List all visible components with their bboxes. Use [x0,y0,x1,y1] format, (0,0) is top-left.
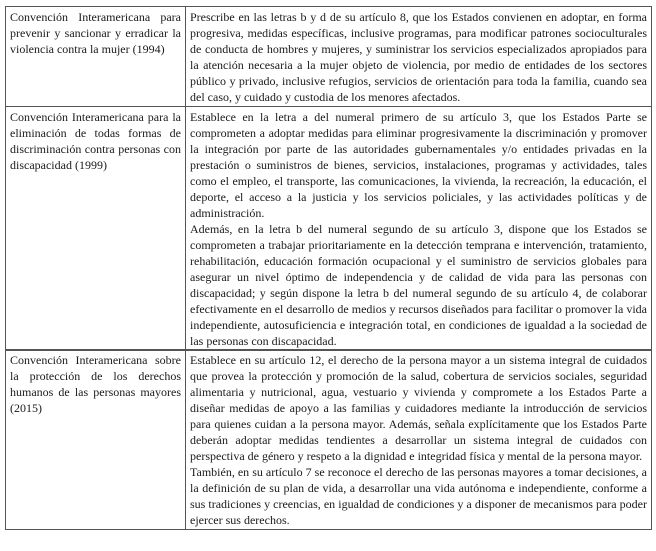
convention-name: Convención Interamericana sobre la protección de los derechos humanos de las personas mayores (2015) [10,353,181,415]
conventions-table [5,6,652,351]
convention-description-cell [186,350,652,530]
convention-name: Convención Interamericana para la eliminación de todas formas de discriminación contra personas con discapacidad (1999) [10,110,181,172]
convention-name-cell [6,350,186,530]
convention-description: También, en su artículo 7 se reconoce el derecho de las personas mayores a tomar decisiones, a la definición de su plan de vida, a desarrollar una vida autónoma e independiente, conforme a sus tradiciones y creencias, en igualdad de condiciones y a disponer de mecanismos para poder ejercer sus derechos. [190,465,647,527]
convention-name-cell [6,107,186,351]
convention-name-cell [6,7,186,107]
convention-description-cell [186,107,652,351]
table-row [6,107,652,351]
conventions-table-continued [5,349,652,530]
convention-description: Prescribe en las letras b y d de su artículo 8, que los Estados convienen en adoptar, en forma progresiva, medidas específicas, inclusive programas, para modificar patrones socioculturales de conducta de hombres y mujeres, y suministrar los servicios especializados apropiados para la atención necesaria a la mujer objeto de violencia, por medio de entidades de los sectores público y privado, inclusive refugios, servicios de orientación para toda la familia, cuando sea del caso, y cuidado y custodia de los menores afectados. [190,10,647,104]
convention-description: Establece en la letra a del numeral primero de su artículo 3, que los Estados Parte se comprometen a adoptar medidas para eliminar progresivamente la discriminación y promover la integración por parte de las autoridades gubernamentales y/o entidades privadas en la prestación o suministros de bienes, servicios, instalaciones, programas y actividades, tales como el empleo, el transporte, las comunicaciones, la vivienda, la recreación, la educación, el deporte, el acceso a la justicia y los servicios policiales, y las actividades políticas y de administración. [190,110,647,220]
convention-description: Además, en la letra b del numeral segundo de su artículo 3, dispone que los Estados se comprometen a trabajar prioritariamente en la detección temprana e intervención, tratamiento, rehabilitación, educación formación ocupacional y el suministro de servicios globales para asegurar un nivel óptimo de independencia y de calidad de vida para las personas con discapacidad; y según dispone la letra b del numeral segundo de su artículo 4, de colaborar efectivamente en el desarrollo de medios y recursos diseñados para facilitar o promover la vida independiente, autosuficiencia e integración total, en condiciones de igualdad a la sociedad de las personas con discapacidad. [190,222,647,348]
table-row [6,7,652,107]
convention-description: Establece en su artículo 12, el derecho de la persona mayor a un sistema integral de cuidados que provea la protección y promoción de la salud, cobertura de servicios sociales, seguridad alimentaria y nutricional, agua, vestuario y vivienda y compromete a los Estados Parte a diseñar medidas de apoyo a las familias y cuidadores mediante la introducción de servicios para quienes cuidan a la persona mayor. Además, señala explícitamente que los Estados Parte deberán adoptar medidas tendientes a desarrollar un sistema integral de cuidados con perspectiva de género y respeto a la dignidad e integridad física y mental de la persona mayor. [190,353,647,463]
convention-description-cell [186,7,652,107]
convention-name: Convención Interamericana para prevenir y sancionar y erradicar la violencia contra la mujer (1994) [10,10,181,56]
table-row [6,350,652,530]
